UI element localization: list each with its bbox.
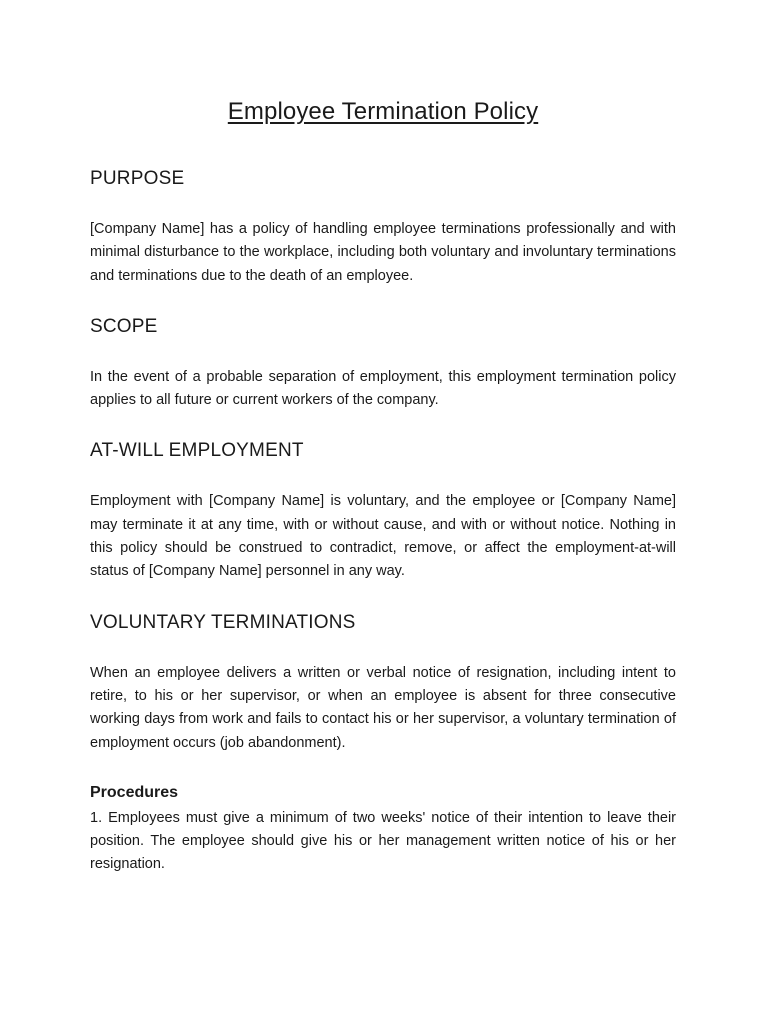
scope-heading: SCOPE [90, 315, 158, 337]
at-will-paragraph: Employment with [Company Name] is voluntary, and the employee or [Company Name] may terminate it at any time, with or without cause, and with or without notice. Nothing in this policy should be construed to contradict, remove, or affect the employment-at-will status of [Company Name] personnel in any way. [90, 493, 676, 580]
voluntary-terminations-heading: VOLUNTARY TERMINATIONS [90, 611, 356, 633]
purpose-paragraph: [Company Name] has a policy of handling employee terminations professionally and with minimal disturbance to the workplace, including both voluntary and involuntary terminations and terminations due to the death of an employee. [90, 221, 676, 284]
voluntary-terminations-paragraph: When an employee delivers a written or verbal notice of resignation, including intent to retire, to his or her supervisor, or when an employee is absent for three consecutive working days from work and fails to contact his or her supervisor, a voluntary termination of employment occurs (job abandonment). [90, 664, 676, 751]
purpose-heading: PURPOSE [90, 168, 185, 189]
document-content [90, 96, 676, 877]
document-title: Employee Termination Policy [227, 98, 539, 125]
scope-paragraph: In the event of a probable separation of employment, this employment termination policy applies to all future or current workers of the company. [90, 368, 676, 409]
at-will-heading: AT-WILL EMPLOYMENT [90, 440, 304, 462]
procedures-heading: Procedures [90, 783, 179, 801]
procedure-item-1: 1. Employees must give a minimum of two weeks' notice of their intention to leave their position. The employee should give his or her management written notice of his or her resignation. [90, 809, 676, 873]
